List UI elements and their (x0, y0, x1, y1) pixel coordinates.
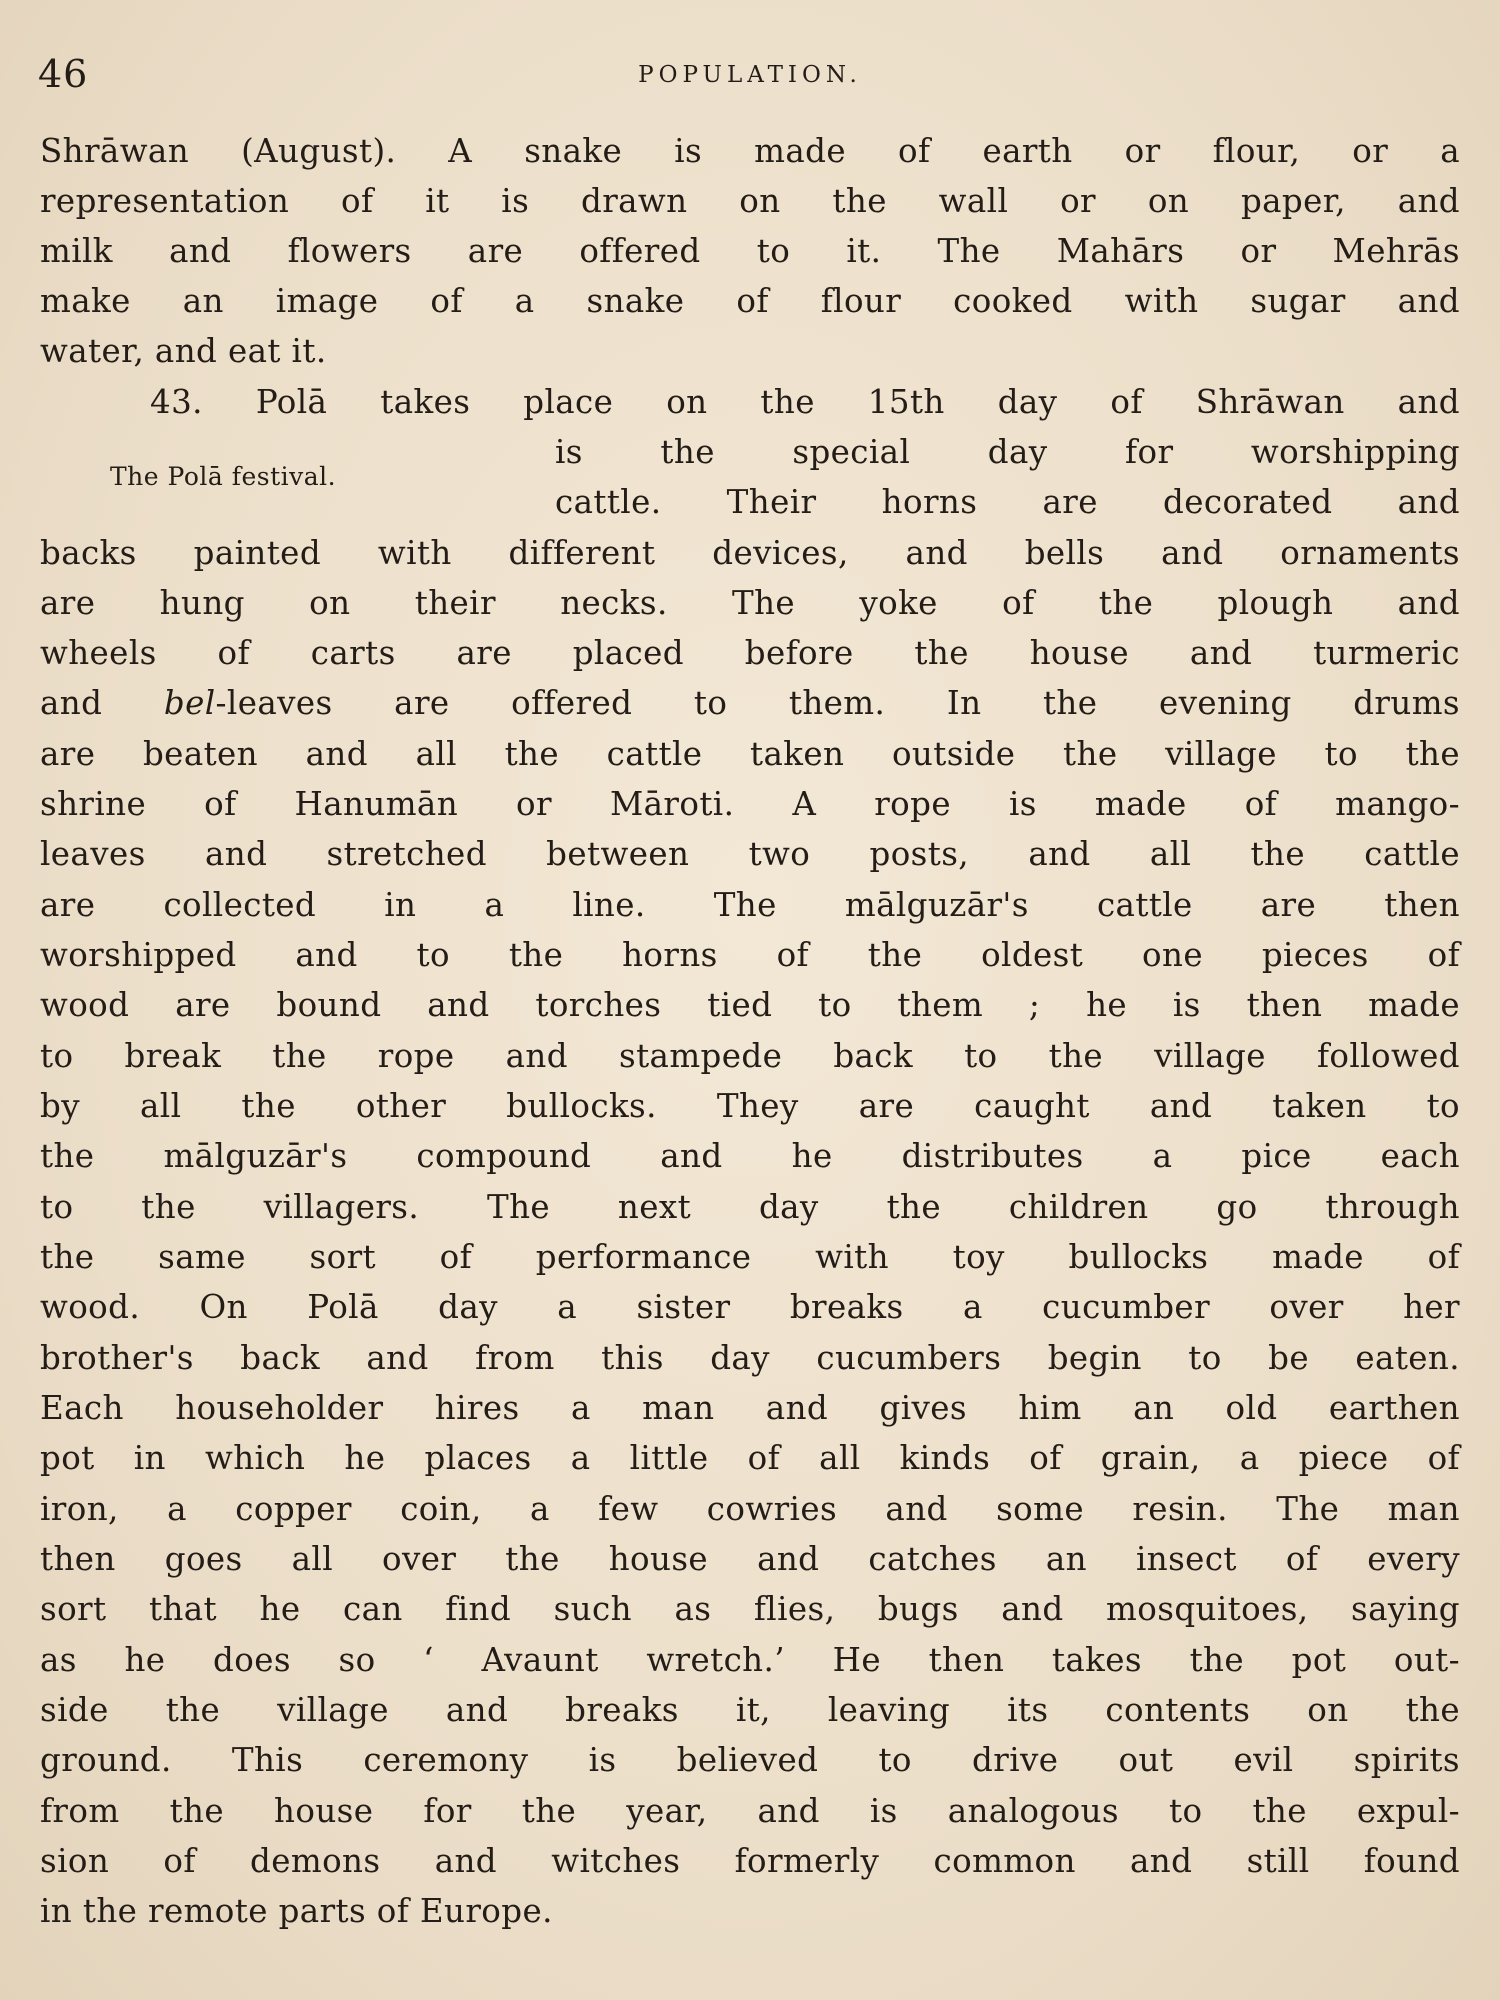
text-line: sion of demons and witches formerly common and still found (40, 1842, 1460, 1880)
text-line: the same sort of performance with toy bullocks made of (40, 1238, 1460, 1276)
text-line: worshipped and to the horns of the oldest one pieces of (40, 936, 1460, 974)
text-line: wheels of carts are placed before the house and turmeric (40, 634, 1460, 672)
text-line (40, 678, 1460, 728)
page-number: 46 (38, 52, 89, 96)
text-line: as he does so ‘ Avaunt wretch.’ He then takes the pot out- (40, 1641, 1460, 1679)
text-line: Shrāwan (August). A snake is made of earth or flour, or a (40, 132, 1460, 170)
marginal-sidenote: The Polā festival. (110, 462, 337, 491)
text-line: ground. This ceremony is believed to drive out evil spirits (40, 1741, 1460, 1779)
text-line: water, and eat it. (40, 332, 327, 370)
text-line: pot in which he places a little of all kinds of grain, a piece of (40, 1439, 1460, 1477)
text-line: side the village and breaks it, leaving its contents on the (40, 1691, 1460, 1729)
text-line: to the villagers. The next day the children go through (40, 1188, 1460, 1226)
text-line: wood. On Polā day a sister breaks a cucumber over her (40, 1288, 1460, 1326)
text-line: make an image of a snake of flour cooked with sugar and (40, 282, 1460, 320)
text-line: backs painted with different devices, and bells and ornaments (40, 534, 1460, 572)
text-line: are hung on their necks. The yoke of the plough and (40, 584, 1460, 622)
text-line: then goes all over the house and catches an insect of every (40, 1540, 1460, 1578)
text-line: iron, a copper coin, a few cowries and some resin. The man (40, 1490, 1460, 1528)
text-line: shrine of Hanumān or Māroti. A rope is made of mango- (40, 785, 1460, 823)
text-line: by all the other bullocks. They are caught and taken to (40, 1087, 1460, 1125)
text-line: the mālguzār's compound and he distributes a pice each (40, 1137, 1460, 1175)
text-line: in the remote parts of Europe. (40, 1892, 553, 1930)
text-line: are collected in a line. The mālguzār's cattle are then (40, 886, 1460, 924)
page-header (38, 52, 1462, 102)
text-line: brother's back and from this day cucumbers begin to be eaten. (40, 1339, 1460, 1377)
text-line: are beaten and all the cattle taken outside the village to the (40, 735, 1460, 773)
text-line: milk and flowers are offered to it. The Mahārs or Mehrās (40, 232, 1460, 270)
italic-word: bel (163, 684, 216, 722)
text-line: leaves and stretched between two posts, and all the cattle (40, 835, 1460, 873)
text-line: wood are bound and torches tied to them ; he is then made (40, 986, 1460, 1024)
running-title: POPULATION. (638, 62, 862, 88)
text-line: to break the rope and stampede back to the village followed (40, 1037, 1460, 1075)
text-line: Each householder hires a man and gives him an old earthen (40, 1389, 1460, 1427)
text-fragment: and (40, 684, 103, 722)
text-line: cattle. Their horns are decorated and (555, 483, 1460, 521)
paragraph-heading-line: 43. Polā takes place on the 15th day of Shrāwan and (150, 383, 1460, 421)
text-line: representation of it is drawn on the wall or on paper, and (40, 182, 1460, 220)
text-line: sort that he can find such as flies, bugs and mosquitoes, saying (40, 1590, 1460, 1628)
text-line: is the special day for worshipping (555, 433, 1460, 471)
text-line: from the house for the year, and is analogous to the expul- (40, 1792, 1460, 1830)
text-fragment: -leaves are offered to them. In the evening drums (215, 684, 1461, 722)
